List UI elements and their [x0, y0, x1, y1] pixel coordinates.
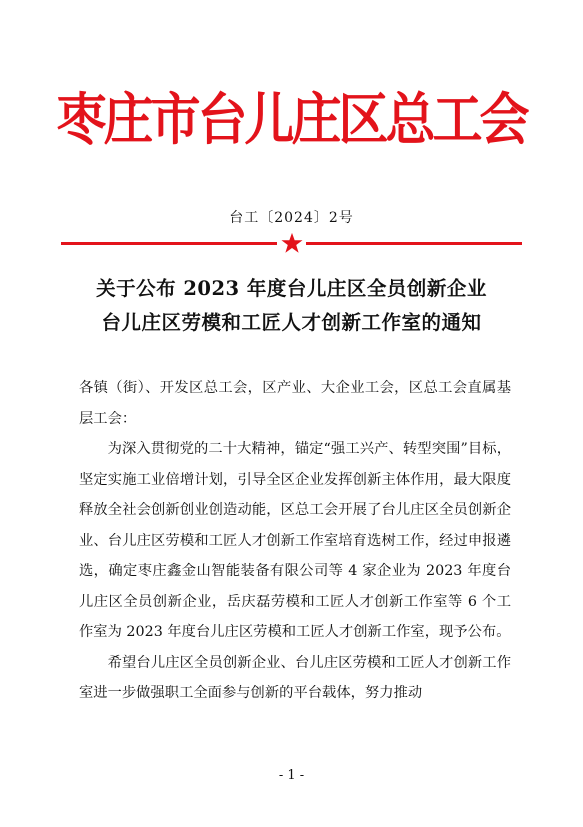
- document-title-line-2: 台儿庄区劳模和工匠人才创新工作室的通知: [101, 311, 482, 334]
- body-paragraph-1: 为深入贯彻党的二十大精神，锚定“强工兴产、转型突围”目标，坚定实施工业倍增计划，引导全区企业发挥创新主体作用，最大限度释放全社会创新创业创造动能，区总工会开展了台儿庄区全员创新企业、台儿庄区劳模和工匠人才创新工作室培育选树工作，经过申报遴选，确定枣庄鑫金山智能装备有限公司等 4 家企业为 2023 年度台儿庄区全员创新企业，岳庆磊劳模和工匠人才创新工作室等 6 个工作室为 2023 年度台儿庄区劳模和工匠人才创新工作室，现予公布。: [79, 441, 511, 640]
- body-paragraph-2: 希望台儿庄区全员创新企业、台儿庄区劳模和工匠人才创新工作室进一步做强职工全面参与创新的平台载体，努力推动: [79, 654, 511, 701]
- document-number: 台工〔2024〕2号: [229, 210, 354, 226]
- header-divider-right: [306, 242, 522, 245]
- document-body: [79, 373, 511, 709]
- header-divider-left: [61, 242, 277, 245]
- document-title-line-1: 关于公布 2023 年度台儿庄区全员创新企业: [96, 277, 487, 300]
- page-number: - 1 -: [278, 768, 305, 783]
- salutation: 各镇（街）、开发区总工会，区产业、大企业工会，区总工会直属基层工会：: [79, 380, 511, 427]
- org-header-title: 枣庄市台儿庄区总工会: [56, 87, 527, 153]
- star-icon: [281, 232, 303, 254]
